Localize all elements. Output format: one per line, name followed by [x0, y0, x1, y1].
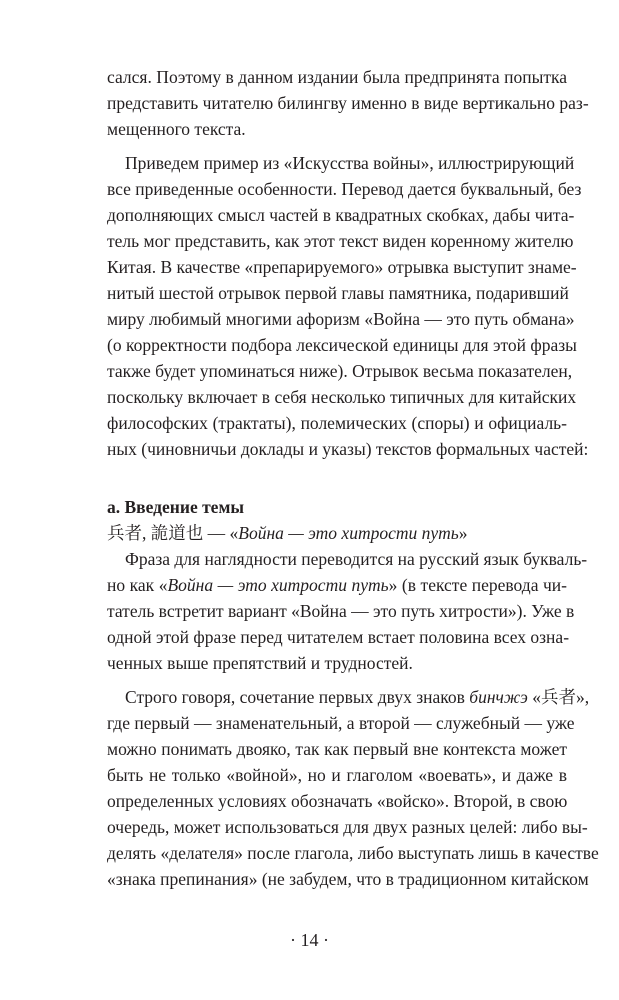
text-line: Строго говоря, сочетание первых двух знаков бинчжэ «兵者»,: [125, 687, 590, 707]
text-line: ченных выше препятствий и трудностей.: [107, 653, 413, 673]
section-heading: а. Введение темы: [107, 497, 245, 517]
text-line: Китая. В качестве «препарируемого» отрывка выступит знаме-: [107, 257, 577, 277]
text-line: тель мог представить, как этот текст виден коренному жителю: [107, 231, 574, 251]
text-line: нитый шестой отрывок первой главы памятника, подаривший: [107, 283, 569, 303]
text-line: мещенного текста.: [107, 119, 246, 139]
text-line: ных (чиновничьи доклады и указы) текстов формальных частей:: [107, 439, 589, 459]
text-line: быть не только «войной», но и глаголом «воевать», и даже в: [107, 765, 567, 785]
text-line: определенных условиях обозначать «войско». Второй, в свою: [107, 791, 568, 811]
text-line: представить читателю билингву именно в виде вертикально раз-: [107, 93, 589, 113]
text-line: дополняющих смысл частей в квадратных скобках, дабы чита-: [107, 205, 575, 225]
text-line: сался. Поэтому в данном издании была предпринята попытка: [107, 67, 567, 87]
text-line: поскольку включает в себя несколько типичных для китайских: [107, 387, 577, 407]
text-line: философских (трактаты), полемических (споры) и официаль-: [107, 413, 567, 433]
text-line: «знака препинания» (не забудем, что в традиционном китайском: [107, 869, 589, 889]
text-line: (о корректности подбора лексической единицы для этой фразы: [107, 335, 577, 355]
text-line: татель встретит вариант «Война — это путь хитрости»). Уже в: [107, 601, 575, 621]
text-line: также будет упоминаться ниже). Отрывок весьма показателен,: [107, 361, 573, 381]
text-line: делять «делателя» после глагола, либо выступать лишь в качестве: [107, 843, 599, 863]
text-line: все приведенные особенности. Перевод дается буквальный, без: [107, 179, 582, 199]
quote-line: 兵者, 詭道也 — «Война — это хитрости путь»: [107, 523, 468, 543]
text-line: очередь, может использоваться для двух разных целей: либо вы-: [107, 817, 588, 837]
text-line: где первый — знаменательный, а второй — служебный — уже: [107, 713, 575, 733]
text-line: Фраза для наглядности переводится на русский язык букваль-: [125, 549, 588, 569]
text-line: миру любимый многими афоризм «Война — это путь обмана»: [107, 309, 575, 329]
page-number: · 14 ·: [290, 930, 329, 950]
text-line: Приведем пример из «Искусства войны», иллюстрирующий: [125, 153, 575, 173]
text-line: но как «Война — это хитрости путь» (в тексте перевода чи-: [107, 575, 567, 595]
text-line: можно понимать двояко, так как первый вне контекста может: [107, 739, 567, 759]
text-line: одной этой фразе перед читателем встает половина всех озна-: [107, 627, 570, 647]
